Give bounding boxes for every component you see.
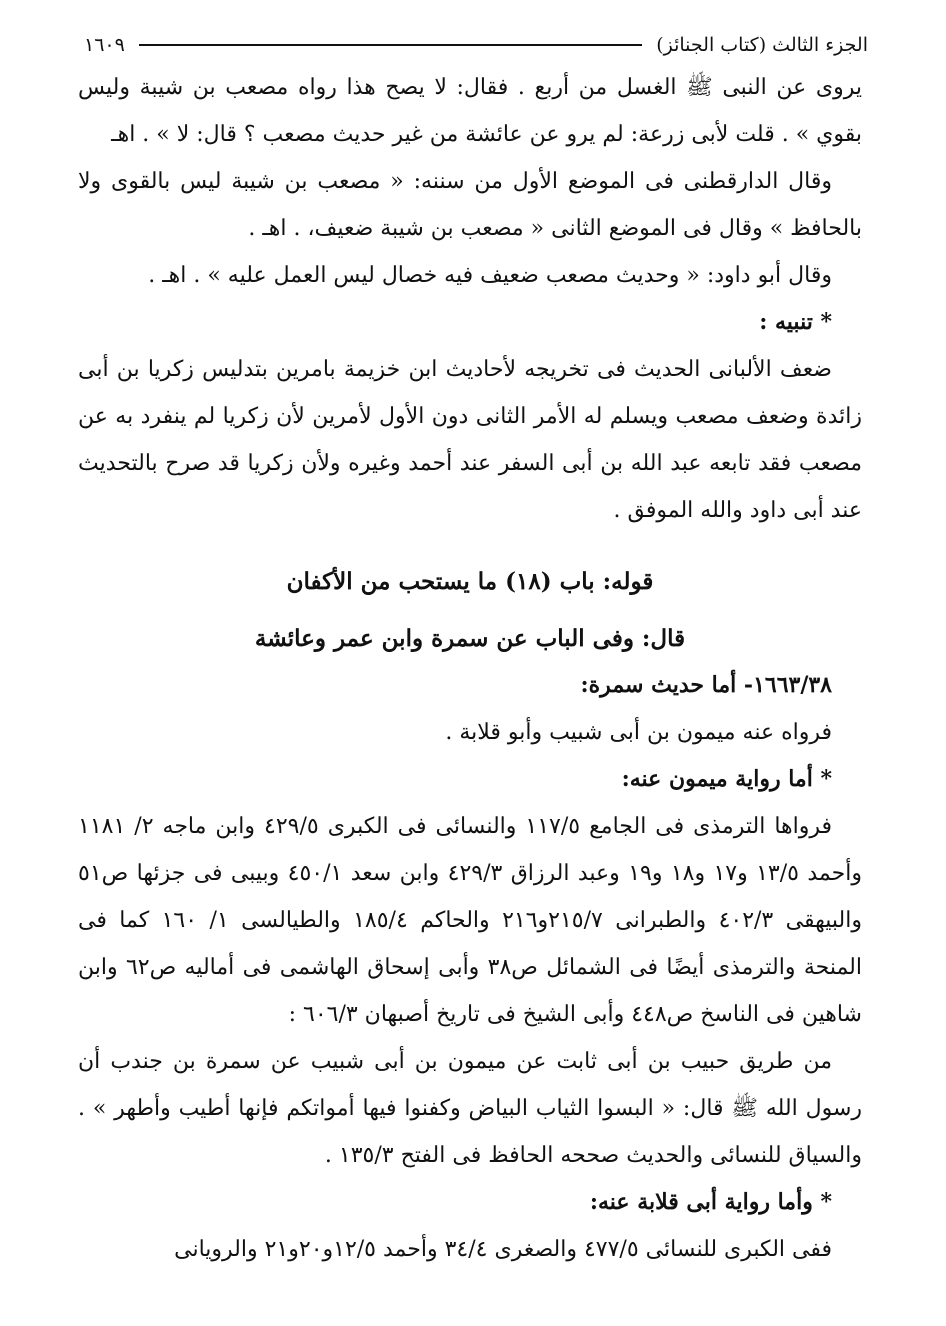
note-heading: * تنبيه : [759, 309, 832, 335]
hadith-intro: فرواه عنه ميمون بن أبى شبيب وأبو قلابة . [445, 720, 832, 745]
chain-paragraph: من طريق حبيب بن أبى ثابت عن ميمون بن أبى شبيب عن سمرة بن جندب أن رسول الله ﷺ قال: « البسوا الثياب البياض وكفنوا فيها أمواتكم فإنها أطيب وأطهر » . والسياق للنسائى والحديث صححه الحافظ فى الفتح ١٣٥/٣ . [78, 1049, 862, 1168]
chapter-subheading: قال: وفى الباب عن سمرة وابن عمر وعائشة [254, 625, 686, 652]
paragraph-1: يروى عن النبى ﷺ الغسل من أربع . فقال: لا يصح هذا رواه مصعب بن شيبة وليس بقوي » . قلت لأبى زرعة: لم يرو عن عائشة من غير حديث مصعب ؟ قال: لا » . اهـ [78, 75, 862, 147]
page-number: ١٦٠٩ [84, 34, 125, 56]
section-spacer [78, 534, 862, 548]
maymun-heading: * أما رواية ميمون عنه: [621, 766, 832, 792]
abu-qilaba-paragraph: ففى الكبرى للنسائى ٤٧٧/٥ والصغرى ٣٤/٤ وأحمد ١٢/٥و٢٠و٢١ والرويانى [174, 1237, 832, 1262]
running-header [84, 32, 868, 58]
header-rule [139, 44, 642, 46]
hadith-heading: ١٦٦٣/٣٨- أما حديث سمرة: [580, 672, 832, 698]
note-paragraph: ضعف الألبانى الحديث فى تخريجه لأحاديث ابن خزيمة بامرين بتدليس زكريا بن أبى زائدة وضعف مصعب ويسلم له الأمر الثانى دون الأول لأمرين لأن زكريا لم ينفرد به عن مصعب فقد تابعه عبد الله بن أبى السفر عند أحمد وغيره ولأن زكريا قد صرح بالتحديث عند أبى داود والله الموفق . [78, 357, 862, 523]
maymun-paragraph: فرواها الترمذى فى الجامع ١١٧/٥ والنسائى فى الكبرى ٤٢٩/٥ وابن ماجه ٢/ ١١٨١ وأحمد ١٣/٥ و١٧ و١٨ و١٩ وعبد الرزاق ٤٢٩/٣ وابن سعد ٤٥٠/١ وبيبى فى جزئها ص٥١ والبيهقى ٤٠٢/٣ والطبرانى ٢١٥/٧و٢١٦ والحاكم ١٨٥/٤ والطيالسى ١/ ١٦٠ كما فى المنحة والترمذى أيضًا فى الشمائل ص٣٨ وأبى إسحاق الهاشمى فى أماليه ص٦٢ وابن شاهين فى الناسخ ص٤٤٨ وأبى الشيخ فى تاريخ أصبهان ٦٠٦/٣ : [78, 814, 862, 1027]
paragraph-3: وقال أبو داود: « وحديث مصعب ضعيف فيه خصال ليس العمل عليه » . اهـ . [148, 263, 832, 288]
abu-qilaba-heading: * وأما رواية أبى قلابة عنه: [589, 1189, 832, 1215]
page-body [78, 64, 862, 1273]
chapter-title: الجزء الثالث (كتاب الجنائز) [656, 34, 868, 56]
paragraph-2: وقال الدارقطنى فى الموضع الأول من سننه: « مصعب بن شيبة ليس بالقوى ولا بالحافظ » وقال فى الموضع الثانى « مصعب بن شيبة ضعيف، . اهـ . [78, 169, 862, 241]
chapter-heading: قوله: باب (١٨) ما يستحب من الأكفان [286, 568, 654, 595]
